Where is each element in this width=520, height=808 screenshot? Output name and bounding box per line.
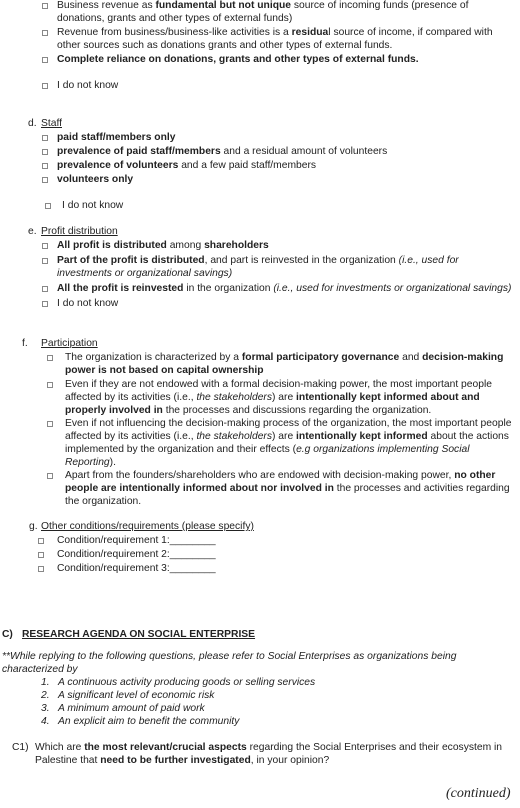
staff-option-3: prevalence of volunteers and a few paid staff/members [57, 160, 317, 171]
other-condition-1: Condition/requirement 1:________ [57, 535, 216, 546]
staff-heading: Staff [41, 118, 62, 129]
profit-letter: e. [28, 226, 37, 237]
checkbox-participation-1[interactable] [47, 355, 53, 361]
profit-option-3: All the profit is reinvested in the organization (i.e., used for investments or organizational savings) [57, 283, 512, 294]
profit-option-2-line1: Part of the profit is distributed, and part is reinvested in the organization (i.e., used for [57, 255, 459, 266]
checkbox-staff-4[interactable] [42, 177, 48, 183]
question-c1-line1: Which are the most relevant/crucial aspects regarding the Social Enterprises and their ecosystem in [35, 742, 503, 753]
list-item: A continuous activity producing goods or selling services [58, 677, 316, 688]
staff-letter: d. [28, 118, 37, 129]
staff-option-1: paid staff/members only [57, 132, 176, 143]
income-option-3: Complete reliance on donations, grants and other types of external funds. [57, 54, 419, 65]
profit-option-1: All profit is distributed among shareholders [57, 240, 269, 251]
question-c1-id: C1) [12, 742, 29, 753]
staff-dont-know-label: I do not know [62, 200, 124, 211]
list-number: 1. [41, 677, 50, 688]
participation-option-4-line3: the organization. [65, 496, 142, 507]
other-letter: g. [29, 521, 38, 532]
participation-option-3-line4: Reporting). [65, 457, 116, 468]
participation-option-3-line3: implemented by the organization and their effects (e.g organizations implementing Social [65, 444, 470, 455]
checkbox-income-dont-know[interactable] [42, 83, 48, 89]
checkbox-income-3[interactable] [42, 57, 48, 63]
checkbox-participation-4[interactable] [47, 473, 53, 479]
checkbox-staff-3[interactable] [42, 163, 48, 169]
checkbox-participation-3[interactable] [47, 421, 53, 427]
income-option-2-line1: Revenue from business/business-like activities is a residual source of income, if compared with [57, 27, 493, 38]
continued-footer: (continued) [446, 786, 511, 801]
other-condition-3: Condition/requirement 3:________ [57, 563, 216, 574]
checkbox-profit-1[interactable] [42, 243, 48, 249]
participation-option-2-line2: affected by its activities (i.e., the stakeholders) are intentionally kept informed about and [65, 392, 480, 403]
checkbox-income-2[interactable] [42, 30, 48, 36]
section-c-heading: RESEARCH AGENDA ON SOCIAL ENTERPRISE [22, 629, 256, 640]
income-option-1-line1: Business revenue as fundamental but not unique source of incoming funds (presence of [57, 0, 469, 11]
participation-option-4-line2: people are intentionally informed about nor involved in the processes and activities regarding [65, 483, 510, 494]
income-option-2-line2: other sources such as donations grants and other types of external funds. [57, 40, 393, 51]
participation-option-3-line2: affected by its activities (i.e., the stakeholders) are intentionally kept informed about the actions [65, 431, 509, 442]
checkbox-staff-2[interactable] [42, 149, 48, 155]
other-condition-2: Condition/requirement 2:________ [57, 549, 216, 560]
list-number: 3. [41, 703, 50, 714]
participation-heading: Participation [41, 338, 98, 349]
checkbox-profit-3[interactable] [42, 286, 48, 292]
checkbox-profit-2[interactable] [42, 258, 48, 264]
participation-option-1-line1: The organization is characterized by a formal participatory governance and decision-making [65, 352, 504, 363]
participation-option-2-line1: Even if they are not endowed with a formal decision-making power, the most important people [65, 379, 492, 390]
section-c-letter: C) [2, 629, 13, 640]
participation-option-2-line3: properly involved in the processes and discussions regarding the organization. [65, 405, 432, 416]
section-c-note-line2: characterized by [2, 664, 78, 675]
participation-option-1-line2: power is not based on capital ownership [65, 365, 264, 376]
question-c1-line2: Palestine that need to be further investigated, in your opinion? [35, 755, 330, 766]
participation-letter: f. [22, 338, 28, 349]
profit-heading: Profit distribution [41, 226, 118, 237]
checkbox-staff-dont-know[interactable] [45, 203, 51, 209]
checkbox-other-3[interactable] [38, 566, 44, 572]
checkbox-other-1[interactable] [38, 538, 44, 544]
list-item: An explicit aim to benefit the community [58, 716, 240, 727]
profit-option-2-line2: investments or organizational savings) [57, 268, 233, 279]
section-c-note-line1: **While replying to the following questions, please refer to Social Enterprises as organizations being [2, 651, 457, 662]
checkbox-income-1[interactable] [42, 3, 48, 9]
profit-dont-know-label: I do not know [57, 298, 119, 309]
other-heading: Other conditions/requirements (please specify) [41, 521, 254, 532]
income-dont-know-label: I do not know [57, 80, 119, 91]
staff-option-2: prevalence of paid staff/members and a residual amount of volunteers [57, 146, 388, 157]
list-item: A significant level of economic risk [58, 690, 215, 701]
list-item: A minimum amount of paid work [58, 703, 205, 714]
participation-option-3-line1: Even if not influencing the decision-making process of the organization, the most important people [65, 418, 512, 429]
checkbox-profit-dont-know[interactable] [42, 301, 48, 307]
participation-option-4-line1: Apart from the founders/shareholders who are endowed with decision-making power, no other [65, 470, 496, 481]
checkbox-other-2[interactable] [38, 552, 44, 558]
checkbox-participation-2[interactable] [47, 382, 53, 388]
income-option-1-line2: donations, grants and other types of external funds) [57, 13, 293, 24]
checkbox-staff-1[interactable] [42, 135, 48, 141]
list-number: 2. [41, 690, 50, 701]
staff-option-4: volunteers only [57, 174, 134, 185]
list-number: 4. [41, 716, 50, 727]
